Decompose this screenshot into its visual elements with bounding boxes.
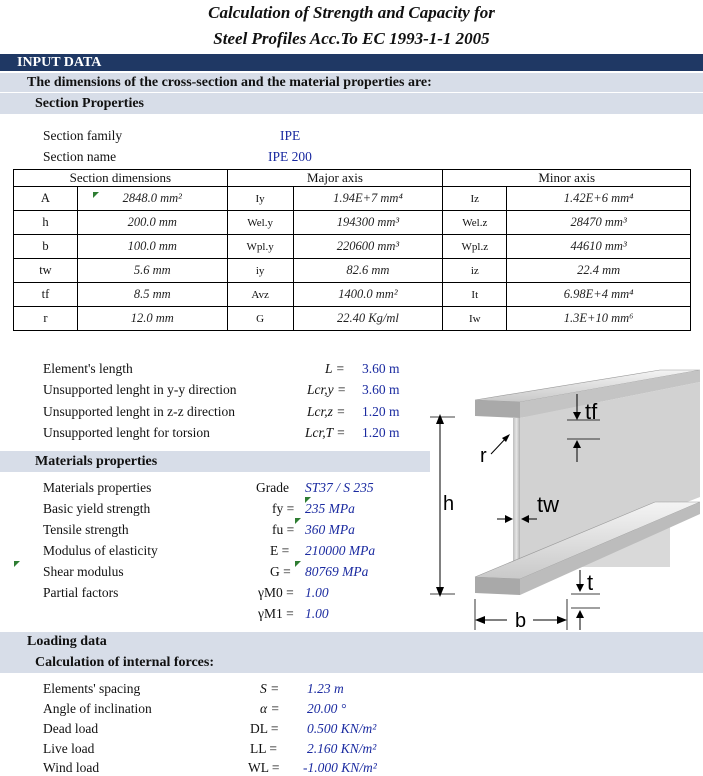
header-section-dimensions: Section dimensions [14, 170, 228, 187]
minor-symbol: It [443, 283, 507, 307]
minor-value: 28470 mm³ [507, 211, 691, 235]
param-symbol: A [14, 187, 78, 211]
minor-value: 6.98E+4 mm⁴ [507, 283, 691, 307]
length-value[interactable]: 1.20 m [362, 404, 400, 419]
length-value[interactable]: 3.60 m [362, 361, 400, 376]
load-value[interactable]: 0.500 KN/m² [307, 721, 377, 736]
h-arrow-bottom [436, 587, 444, 597]
length-label: Unsupported lenght for torsion [43, 425, 210, 440]
material-symbol: γM0 = [258, 585, 294, 600]
material-value[interactable]: 80769 MPa [305, 564, 369, 579]
table-row [14, 283, 691, 307]
material-label: Modulus of elasticity [43, 543, 158, 558]
internal-forces-band [0, 652, 703, 673]
input-data-header: INPUT DATA [17, 55, 102, 70]
t-arrowhead-down [576, 584, 584, 592]
material-value[interactable]: 210000 MPa [305, 543, 376, 558]
material-label: Shear modulus [43, 564, 124, 579]
load-value[interactable]: 2.160 KN/m² [307, 741, 377, 756]
major-symbol: Avz [227, 283, 293, 307]
r-label: r [480, 445, 487, 467]
material-label: Materials properties [43, 480, 152, 495]
load-value[interactable]: 20.00 ° [307, 701, 347, 716]
t-arrowhead-up [576, 610, 584, 618]
header-major-axis: Major axis [227, 170, 443, 187]
header-minor-axis: Minor axis [443, 170, 691, 187]
tf-label: tf [585, 399, 598, 424]
cell-comment-marker [295, 561, 301, 567]
major-symbol: G [227, 307, 293, 331]
major-symbol: Wel.y [227, 211, 293, 235]
materials-band [0, 451, 430, 472]
minor-value: 1.3E+10 mm⁶ [507, 307, 691, 331]
param-symbol: tf [14, 283, 78, 307]
section-family-label: Section family [43, 128, 123, 143]
loading-band [0, 632, 703, 652]
major-value: 220600 mm³ [293, 235, 443, 259]
b-arrow-left [475, 616, 485, 624]
param-value: 100.0 mm [77, 235, 227, 259]
section-dimensions-table [13, 169, 691, 331]
top-flange-front [475, 400, 520, 418]
length-symbol: L = [325, 361, 345, 376]
param-symbol: b [14, 235, 78, 259]
major-value: 194300 mm³ [293, 211, 443, 235]
material-symbol: E = [270, 543, 290, 558]
section-properties-band [0, 93, 703, 114]
table-row [14, 235, 691, 259]
material-value[interactable]: 1.00 [305, 606, 329, 621]
material-symbol: fy = [272, 501, 295, 516]
section-properties-header: Section Properties [35, 96, 144, 111]
section-family-value[interactable]: IPE [280, 128, 301, 143]
h-label: h [443, 493, 455, 515]
major-symbol: Iy [227, 187, 293, 211]
cell-comment-marker [305, 497, 311, 503]
material-symbol: G = [270, 564, 291, 579]
section-name-value[interactable]: IPE 200 [268, 149, 312, 164]
cell-comment-marker [93, 192, 99, 198]
load-value[interactable]: 1.23 m [307, 681, 344, 696]
param-value: 12.0 mm [77, 307, 227, 331]
h-arrow-top [436, 414, 444, 424]
load-label: Elements' spacing [43, 681, 141, 696]
material-label: Partial factors [43, 585, 119, 600]
length-label: Element's length [43, 361, 133, 376]
load-label: Live load [43, 741, 95, 756]
material-label: Basic yield strength [43, 501, 151, 516]
material-value[interactable]: ST37 / S 235 [305, 480, 374, 495]
load-label: Wind load [43, 760, 100, 775]
load-label: Angle of inclination [43, 701, 152, 716]
material-label: Tensile strength [43, 522, 129, 537]
dims-intro-text: The dimensions of the cross-section and the material properties are: [27, 75, 432, 90]
material-symbol: fu = [272, 522, 295, 537]
materials-header: Materials properties [35, 454, 158, 469]
major-value: 22.40 Kg/ml [293, 307, 443, 331]
minor-symbol: iz [443, 259, 507, 283]
bottom-flange-front [475, 577, 520, 595]
length-label: Unsupported lenght in z-z direction [43, 404, 235, 419]
length-value[interactable]: 1.20 m [362, 425, 400, 440]
load-symbol: S = [260, 681, 280, 696]
cell-comment-marker [295, 518, 301, 524]
load-symbol: WL = [248, 760, 280, 775]
material-value[interactable]: 360 MPa [305, 522, 355, 537]
param-value: 5.6 mm [77, 259, 227, 283]
table-row [14, 187, 691, 211]
table-header-row [14, 170, 691, 187]
material-value[interactable]: 1.00 [305, 585, 329, 600]
minor-symbol: Wel.z [443, 211, 507, 235]
length-symbol: Lcr,z = [307, 404, 346, 419]
param-value: 200.0 mm [77, 211, 227, 235]
minor-symbol: Iw [443, 307, 507, 331]
t-label: t [587, 570, 594, 595]
param-value: 8.5 mm [77, 283, 227, 307]
minor-symbol: Iz [443, 187, 507, 211]
major-symbol: iy [227, 259, 293, 283]
web-front [513, 418, 520, 567]
length-symbol: Lcr,y = [307, 382, 347, 397]
param-value: 2848.0 mm² [77, 187, 227, 211]
length-label: Unsupported lenght in y-y direction [43, 382, 237, 397]
table-row [14, 259, 691, 283]
b-label: b [515, 610, 527, 632]
minor-symbol: Wpl.z [443, 235, 507, 259]
cell-comment-marker [14, 561, 20, 567]
title-line-2: Steel Profiles Acc.To EC 1993-1-1 2005 [213, 29, 490, 48]
table-row [14, 211, 691, 235]
i-beam-diagram [425, 362, 700, 632]
b-arrow-right [557, 616, 567, 624]
section-name-label: Section name [43, 149, 117, 164]
load-symbol: α = [260, 701, 280, 716]
tw-arrow-left [505, 515, 513, 523]
length-symbol: Lcr,T = [305, 425, 346, 440]
material-symbol: Grade [256, 480, 289, 495]
major-value: 82.6 mm [293, 259, 443, 283]
load-symbol: LL = [250, 741, 277, 756]
minor-value: 22.4 mm [507, 259, 691, 283]
major-value: 1400.0 mm² [293, 283, 443, 307]
minor-value: 44610 mm³ [507, 235, 691, 259]
loading-header: Loading data [27, 634, 107, 649]
dims-intro-band [0, 73, 703, 92]
input-data-band [0, 54, 703, 71]
length-value[interactable]: 3.60 m [362, 382, 400, 397]
table-row [14, 307, 691, 331]
load-symbol: DL = [250, 721, 279, 736]
load-value[interactable]: -1.000 KN/m² [303, 760, 377, 775]
param-symbol: h [14, 211, 78, 235]
load-label: Dead load [43, 721, 99, 736]
title-line-1: Calculation of Strength and Capacity for [208, 3, 495, 22]
minor-value: 1.42E+6 mm⁴ [507, 187, 691, 211]
param-symbol: tw [14, 259, 78, 283]
major-symbol: Wpl.y [227, 235, 293, 259]
tw-label: tw [537, 492, 559, 517]
material-symbol: γM1 = [258, 606, 294, 621]
param-symbol: r [14, 307, 78, 331]
material-value[interactable]: 235 MPa [305, 501, 355, 516]
major-value: 1.94E+7 mm⁴ [293, 187, 443, 211]
internal-forces-header: Calculation of internal forces: [35, 655, 214, 670]
